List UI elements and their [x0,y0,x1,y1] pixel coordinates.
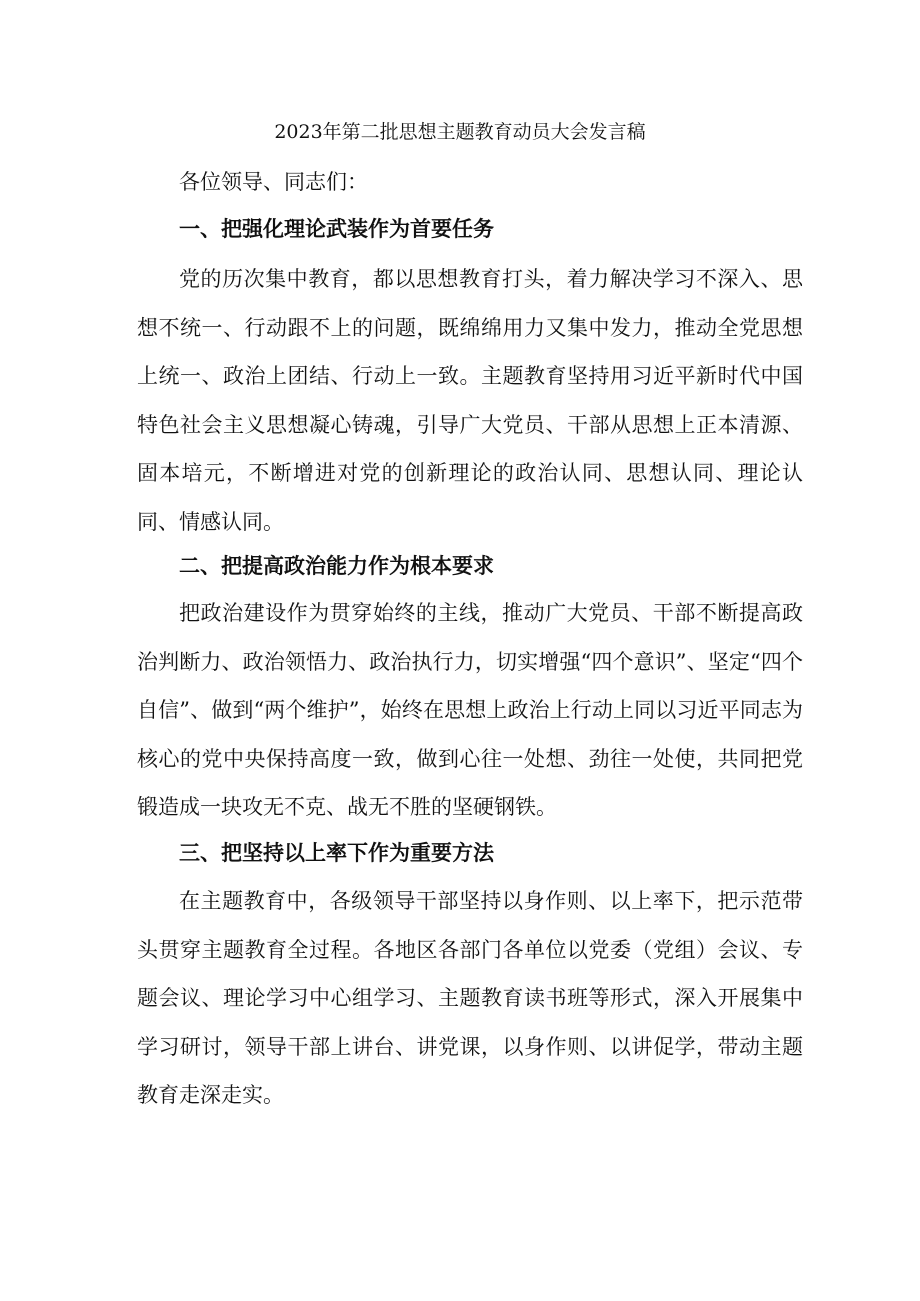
document-title: 2023年第二批思想主题教育动员大会发言稿 [274,121,646,143]
section-heading-3: 三、把坚持以上率下作为重要方法 [179,840,494,865]
section-paragraph-3: 在主题教育中，各级领导干部坚持以身作则、以上率下，把示范带头贯穿主题教育全过程。各地区各部门各单位以党委（党组）会议、专题会议、理论学习中心组学习、主题教育读书班等形式，深入开展集中学习研讨，领导干部上讲台、讲党课，以身作则、以讲促学，带动主题教育走深走实。 [137,889,803,1107]
section-heading-2: 二、把提高政治能力作为根本要求 [179,553,494,578]
salutation: 各位领导、同志们： [179,170,368,194]
section-paragraph-2: 把政治建设作为贯穿始终的主线，推动广大党员、干部不断提高政治判断力、政治领悟力、政治执行力，切实增强“四个意识”、坚定“四个自信”、做到“两个维护”，始终在思想上政治上行动上同以习近平同志为核心的党中央保持高度一致，做到心往一处想、劲往一处使，共同把党锻造成一块攻无不克、战无不胜的坚硬钢铁。 [137,601,803,819]
section-paragraph-1: 党的历次集中教育，都以思想教育打头，着力解决学习不深入、思想不统一、行动跟不上的问题，既绵绵用力又集中发力，推动全党思想上统一、政治上团结、行动上一致。主题教育坚持用习近平新时代中国特色社会主义思想凝心铸魂，引导广大党员、干部从思想上正本清源、固本培元，不断增进对党的创新理论的政治认同、思想认同、理论认同、情感认同。 [137,267,803,534]
section-heading-1: 一、把强化理论武装作为首要任务 [179,216,494,241]
